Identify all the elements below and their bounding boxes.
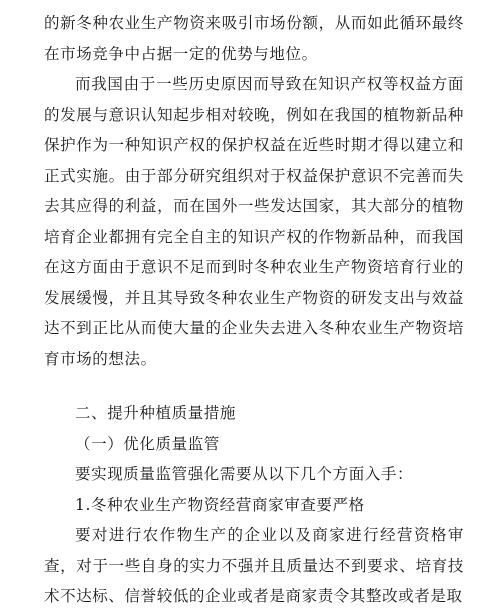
section-heading: 二、提升种植质量措施: [75, 404, 237, 422]
intro-line: 要实现质量监管强化需要从以下几个方面入手：: [75, 465, 414, 483]
paragraph-item: 要对进行农作物生产的企业以及商家进行经营资格审查，对于一些自身的实力不强并且质量达不到要求、培育技术不达标、信誉较低的企业或者是商家责令其整改或者是取: [44, 526, 464, 605]
document-page: [44, 8, 464, 612]
subsection-heading: （一）优化质量监管: [75, 434, 220, 453]
item-heading: 1.冬种农业生产物资经营商家审查要严格: [75, 495, 365, 514]
paragraph-background: 而我国由于一些历史原因而导致在知识产权等权益方面的发展与意识认知起步相对较晚，例如在我国的植物新品种保护作为一种知识产权的保护权益在近些时期才得以建立和正式实施。由于部分研究组织对于权益保护意识不完善而失去其应得的利益，而在国外一些发达国家，其大部分的植物培育企业都拥有完全自主的知识产权的作物新品种，而我国在这方面由于意识不足而到时冬种农业生产物资培育行业的发展缓慢，并且其导致冬种农业生产物资的研发支出与效益达不到正比从而使大量的企业失去进入冬种农业生产物资培育市场的想法。: [44, 75, 464, 368]
section-gap: [44, 374, 464, 398]
paragraph-continuation: 的新冬种农业生产物资来吸引市场份额，从而如此循环最终在市场竞争中占据一定的优势与地位。: [44, 14, 464, 63]
